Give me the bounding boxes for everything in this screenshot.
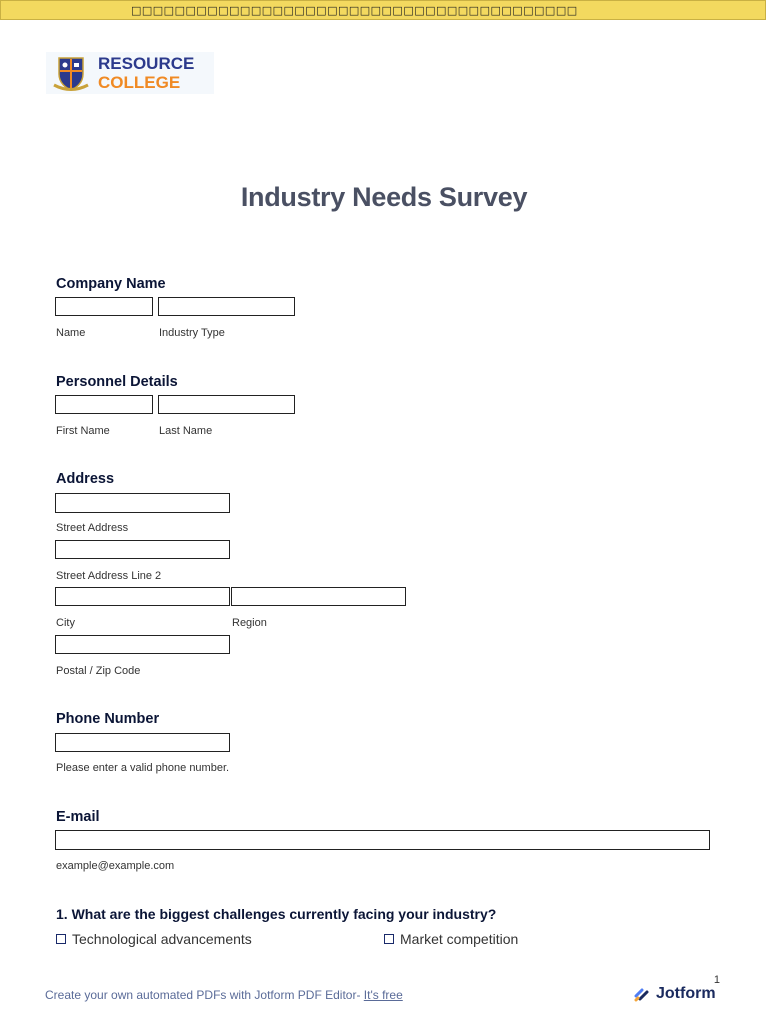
industry-type-input[interactable] <box>158 297 295 316</box>
last-name-sublabel: Last Name <box>159 425 213 437</box>
street-address-line2-input[interactable] <box>55 540 230 559</box>
phone-number-label: Phone Number <box>56 711 160 727</box>
logo-line-1: RESOURCE <box>98 54 195 73</box>
jotform-brand <box>634 985 716 1003</box>
top-banner <box>0 0 766 20</box>
address-label: Address <box>56 471 115 487</box>
email-hint: example@example.com <box>56 860 175 872</box>
college-crest-icon <box>50 52 92 94</box>
option-market-competition[interactable] <box>384 931 518 947</box>
company-name-sublabel: Name <box>56 327 86 339</box>
checkbox-icon[interactable] <box>384 934 394 944</box>
personnel-details-label: Personnel Details <box>56 374 178 390</box>
industry-type-sublabel: Industry Type <box>159 327 225 339</box>
footer-promo <box>45 988 403 1002</box>
postal-code-input[interactable] <box>55 635 230 654</box>
question-1-text: 1. What are the biggest challenges currently facing your industry? <box>56 906 497 922</box>
postal-code-sublabel: Postal / Zip Code <box>56 665 141 677</box>
region-sublabel: Region <box>232 617 267 629</box>
option-technological-advancements[interactable] <box>56 931 252 947</box>
city-input[interactable] <box>55 587 230 606</box>
page-number: 1 <box>713 974 720 986</box>
street-address-sublabel: Street Address <box>56 522 129 534</box>
its-free-link[interactable]: It's free <box>363 988 403 1002</box>
email-label: E-mail <box>56 809 100 825</box>
first-name-sublabel: First Name <box>56 425 110 437</box>
city-sublabel: City <box>56 617 75 629</box>
phone-number-input[interactable] <box>55 733 230 752</box>
company-name-label: Company Name <box>56 276 166 292</box>
company-name-input[interactable] <box>55 297 153 316</box>
email-input[interactable] <box>55 830 710 850</box>
street-address-line2-sublabel: Street Address Line 2 <box>56 570 162 582</box>
page-title: Industry Needs Survey <box>240 182 528 212</box>
logo-line-2: COLLEGE <box>98 73 181 92</box>
checkbox-icon[interactable] <box>56 934 66 944</box>
last-name-input[interactable] <box>158 395 295 414</box>
college-logo <box>46 52 214 94</box>
jotform-logo-icon <box>634 986 650 1002</box>
option-label: Market competition <box>400 931 519 947</box>
footer-text: Create your own automated PDFs with Jotform PDF Editor- <box>45 988 364 1002</box>
phone-number-hint: Please enter a valid phone number. <box>56 762 230 774</box>
jotform-brand-text: Jotform <box>656 985 716 1002</box>
option-label: Technological advancements <box>72 931 252 947</box>
region-input[interactable] <box>231 587 406 606</box>
banner-text: □□□□□□□□□□□□□□□□□□□□□□□□□□□□□□□□□□□□□□□□□ <box>131 4 578 17</box>
first-name-input[interactable] <box>55 395 153 414</box>
street-address-input[interactable] <box>55 493 230 513</box>
